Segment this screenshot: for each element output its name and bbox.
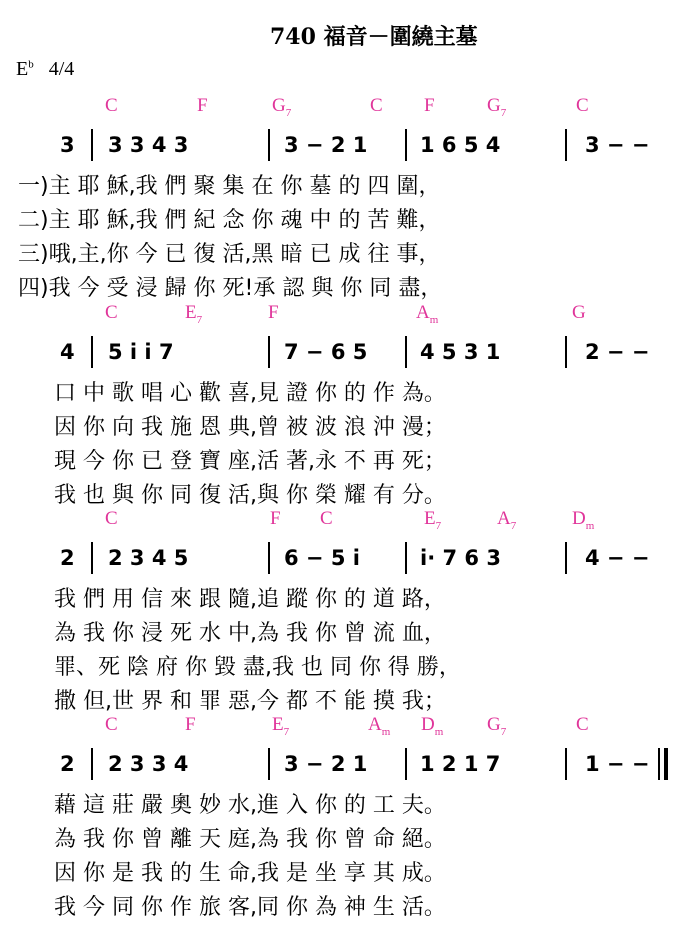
- chord-symbol: [572, 302, 586, 324]
- hymn-title: 740 福音－圍繞主墓: [270, 24, 478, 50]
- barline: [268, 542, 270, 574]
- time-signature: 4/4: [48, 58, 75, 80]
- lyric-line: 罪、死 陰 府 你 毀 盡,我 也 同 你 得 勝，: [54, 655, 461, 680]
- measure-notes: 4 5 3 1: [420, 340, 501, 364]
- key-signature: [16, 58, 74, 81]
- barline: [268, 748, 270, 780]
- chord-root: A: [497, 508, 511, 529]
- chord-symbol: [421, 714, 443, 738]
- chord-quality: m: [381, 725, 391, 738]
- lyric-line: 撒 但,世 界 和 罪 惡,今 都 不 能 摸 我；: [54, 689, 446, 714]
- chord-symbol: [197, 95, 208, 117]
- chord-quality: m: [429, 313, 439, 326]
- chord-root: E: [272, 714, 284, 735]
- chord-root: G: [572, 302, 586, 323]
- chord-quality: 7: [435, 519, 442, 532]
- measure-notes: 4: [60, 340, 75, 364]
- chord-root: C: [105, 302, 118, 323]
- chord-symbol: [105, 508, 118, 530]
- lyric-line: 因 你 是 我 的 生 命,我 是 坐 享 其 成。: [54, 861, 446, 886]
- key-accidental: b: [28, 58, 34, 71]
- measure-notes: 1 − −: [585, 752, 650, 776]
- chord-symbol: [368, 714, 390, 738]
- chord-symbol: [185, 714, 196, 736]
- measure-notes: 3: [60, 133, 75, 157]
- chord-root: G: [487, 95, 501, 116]
- barline: [565, 336, 567, 368]
- measure-notes: 2 3 3 4: [108, 752, 189, 776]
- barline: [268, 129, 270, 161]
- chord-quality: m: [585, 519, 595, 532]
- lyric-line: 二)主 耶 穌,我 們 紀 念 你 魂 中 的 苦 難，: [18, 208, 441, 233]
- chord-quality: 7: [500, 725, 507, 738]
- chord-root: G: [272, 95, 286, 116]
- chord-root: F: [268, 302, 279, 323]
- lyric-line: 口 中 歌 唱 心 歡 喜,見 證 你 的 作 為。: [54, 381, 446, 406]
- chord-root: C: [105, 714, 118, 735]
- measure-notes: 1 6 5 4: [420, 133, 501, 157]
- chord-symbol: [272, 714, 289, 738]
- measure-notes: 1 2 1 7: [420, 752, 501, 776]
- barline: [405, 748, 407, 780]
- chord-symbol: [424, 95, 435, 117]
- chord-symbol: [105, 302, 118, 324]
- chord-quality: 7: [196, 313, 203, 326]
- chord-root: A: [368, 714, 382, 735]
- chord-quality: 7: [500, 106, 507, 119]
- measure-notes: 4 − −: [585, 546, 650, 570]
- measure-notes: 2 − −: [585, 340, 650, 364]
- lyric-line: 我 今 同 你 作 旅 客,同 你 為 神 生 活。: [54, 895, 446, 920]
- lyric-line: 我 也 與 你 同 復 活,與 你 榮 耀 有 分。: [54, 483, 446, 508]
- chord-symbol: [497, 508, 516, 532]
- chord-quality: m: [434, 725, 444, 738]
- chord-symbol: [576, 95, 589, 117]
- chord-root: G: [487, 714, 501, 735]
- measure-notes: i· 7 6 3: [420, 546, 501, 570]
- chord-root: E: [185, 302, 197, 323]
- chord-symbol: [320, 508, 333, 530]
- final-barline: [658, 748, 660, 780]
- measure-notes: 2 3 4 5: [108, 546, 189, 570]
- chord-quality: 7: [285, 106, 292, 119]
- barline: [91, 748, 93, 780]
- lyric-line: 四)我 今 受 浸 歸 你 死!承 認 與 你 同 盡，: [18, 276, 443, 301]
- chord-symbol: [572, 508, 594, 532]
- chord-symbol: [268, 302, 279, 324]
- barline: [268, 336, 270, 368]
- chord-quality: 7: [283, 725, 290, 738]
- measure-notes: 2: [60, 546, 75, 570]
- chord-quality: 7: [510, 519, 517, 532]
- barline: [405, 129, 407, 161]
- barline: [91, 542, 93, 574]
- measure-notes: 6 − 5 i: [284, 546, 360, 570]
- final-barline: [664, 748, 668, 780]
- lyric-line: 因 你 向 我 施 恩 典,曾 被 波 浪 沖 漫；: [54, 415, 446, 440]
- chord-root: D: [572, 508, 586, 529]
- lyric-line: 為 我 你 曾 離 天 庭,為 我 你 曾 命 絕。: [54, 827, 446, 852]
- chord-root: F: [270, 508, 281, 529]
- chord-root: A: [416, 302, 430, 323]
- lyric-line: 我 們 用 信 來 跟 隨,追 蹤 你 的 道 路，: [54, 587, 446, 612]
- chord-root: E: [424, 508, 436, 529]
- chord-symbol: [272, 95, 291, 119]
- chord-symbol: [105, 95, 118, 117]
- chord-symbol: [576, 714, 589, 736]
- barline: [405, 336, 407, 368]
- barline: [405, 542, 407, 574]
- measure-notes: 3 − 2 1: [284, 752, 368, 776]
- chord-symbol: [105, 714, 118, 736]
- chord-symbol: [370, 95, 383, 117]
- barline: [565, 748, 567, 780]
- chord-symbol: [487, 95, 506, 119]
- lyric-line: 現 今 你 已 登 寶 座,活 著,永 不 再 死；: [54, 449, 446, 474]
- lyric-line: 三)哦,主,你 今 已 復 活,黑 暗 已 成 往 事，: [18, 242, 441, 267]
- chord-symbol: [487, 714, 506, 738]
- barline: [91, 336, 93, 368]
- chord-root: F: [197, 95, 208, 116]
- measure-notes: 5 i i 7: [108, 340, 174, 364]
- chord-root: D: [421, 714, 435, 735]
- key-note: E: [16, 58, 29, 80]
- barline: [565, 129, 567, 161]
- measure-notes: 3 − −: [585, 133, 650, 157]
- measure-notes: 3 − 2 1: [284, 133, 368, 157]
- chord-root: C: [576, 95, 589, 116]
- barline: [565, 542, 567, 574]
- measure-notes: 2: [60, 752, 75, 776]
- lyric-line: 一)主 耶 穌,我 們 聚 集 在 你 墓 的 四 圍，: [18, 174, 441, 199]
- lyric-line: 為 我 你 浸 死 水 中,為 我 你 曾 流 血，: [54, 621, 446, 646]
- chord-root: C: [576, 714, 589, 735]
- chord-root: C: [105, 508, 118, 529]
- chord-root: C: [105, 95, 118, 116]
- barline: [91, 129, 93, 161]
- chord-root: C: [370, 95, 383, 116]
- chord-symbol: [185, 302, 202, 326]
- chord-root: C: [320, 508, 333, 529]
- measure-notes: 3 3 4 3: [108, 133, 189, 157]
- chord-symbol: [424, 508, 441, 532]
- measure-notes: 7 − 6 5: [284, 340, 368, 364]
- chord-root: F: [185, 714, 196, 735]
- lyric-line: 藉 這 莊 嚴 奧 妙 水,進 入 你 的 工 夫。: [54, 793, 446, 818]
- chord-root: F: [424, 95, 435, 116]
- chord-symbol: [416, 302, 438, 326]
- chord-symbol: [270, 508, 281, 530]
